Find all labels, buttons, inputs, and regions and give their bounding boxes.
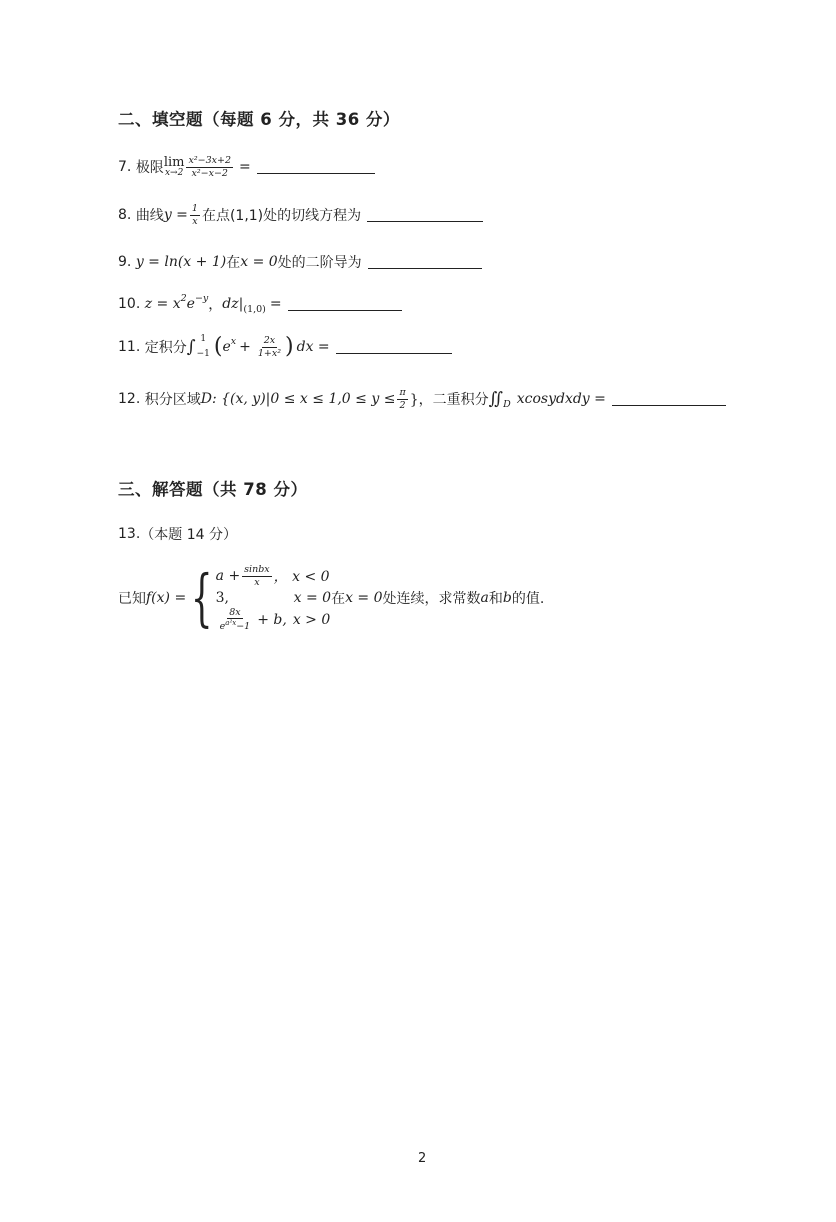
piecewise-rows — [215, 564, 332, 633]
question-number: 7. — [118, 159, 132, 175]
function-expression: z = x — [144, 296, 181, 312]
constant-b: b — [502, 590, 512, 606]
integral-limits — [196, 334, 210, 359]
region-definition: : {(x, y)|0 ≤ x ≤ 1,0 ≤ y ≤ — [211, 391, 396, 407]
integrand: xcosydxdy = — [516, 391, 606, 407]
region-name: D — [200, 391, 212, 407]
question-text: 在 — [226, 255, 241, 271]
evaluation-point: (1,0) — [243, 303, 266, 315]
question-prefix: 极限 — [135, 160, 164, 176]
double-integral-icon: ∬ — [488, 389, 504, 409]
question-number: 10. — [118, 296, 141, 312]
question-text: 在点(1,1)处的切线方程为 — [201, 208, 362, 224]
fraction-numerator: 8x — [229, 606, 241, 618]
fraction-numerator: 2x — [263, 335, 276, 346]
fraction-numerator: 1 — [191, 203, 198, 214]
integral-icon: ∫ — [186, 337, 196, 357]
equation-lhs: y = — [163, 207, 188, 223]
question-text: 二重积分 — [432, 392, 489, 408]
question-9 — [118, 252, 482, 272]
lower-limit: −1 — [196, 349, 210, 359]
exp-base: e — [219, 621, 226, 633]
integral-region: D — [503, 398, 511, 410]
exponent: −y — [194, 292, 209, 304]
exp-base: e — [186, 296, 195, 312]
fraction-denominator — [218, 619, 253, 632]
fraction-numerator: sinbx — [244, 564, 270, 575]
question-prefix: 已知 — [118, 591, 146, 607]
question-number: 8. — [118, 207, 132, 223]
case-3-fraction — [218, 608, 253, 632]
question-prefix: 曲线 — [135, 208, 164, 224]
conjunction: 和 — [488, 591, 503, 607]
case-2 — [216, 588, 331, 608]
case-1-expression: a + — [215, 568, 241, 584]
case-1 — [216, 566, 331, 586]
question-text: 的值. — [511, 591, 545, 607]
question-number: 12. — [118, 391, 141, 407]
point-expression: x = 0 — [345, 590, 383, 606]
piecewise-function — [186, 561, 332, 635]
fraction-numerator: π — [399, 387, 406, 398]
denominator-tail: −1 — [236, 621, 251, 633]
case-1-fraction — [242, 565, 271, 587]
fraction-denominator: x²−x−2 — [191, 167, 228, 179]
point-expression: x = 0 — [240, 254, 278, 270]
limit-fraction — [186, 156, 233, 178]
question-prefix: 定积分 — [144, 340, 187, 356]
question-number: 11. — [118, 339, 141, 355]
question-13-body — [118, 561, 545, 635]
equals-sign: = — [239, 159, 251, 175]
left-brace-icon: { — [191, 561, 213, 635]
question-text: 在 — [331, 591, 346, 607]
question-12 — [118, 388, 726, 410]
region-close: }， — [409, 392, 433, 408]
fraction-denominator: 2 — [399, 399, 406, 411]
answer-blank[interactable] — [612, 405, 726, 406]
equals-sign: = — [269, 296, 282, 312]
fraction-numerator: x²−3x+2 — [188, 155, 232, 166]
upper-limit: 1 — [200, 334, 207, 344]
limit-operator — [164, 156, 185, 178]
question-7 — [118, 156, 375, 178]
case-1-condition: ， x < 0 — [273, 569, 330, 585]
question-score: （本题 14 分） — [140, 527, 237, 543]
differential: dz| — [222, 296, 244, 312]
section-2-title: 二、填空题（每题 6 分，共 36 分） — [118, 110, 400, 129]
exponent: 2 — [180, 292, 187, 304]
question-prefix: 积分区域 — [144, 392, 201, 408]
question-8 — [118, 204, 483, 226]
plus-sign: + — [239, 339, 251, 355]
fraction-denominator: x — [192, 215, 198, 227]
question-number: 9. — [118, 254, 132, 270]
page-number: 2 — [418, 1151, 427, 1166]
question-text: 处连续，求常数 — [382, 591, 481, 607]
answer-blank[interactable] — [257, 173, 375, 174]
question-10 — [118, 294, 402, 314]
case-2-condition: x = 0 — [293, 590, 332, 606]
question-text: 处的二阶导为 — [277, 255, 362, 271]
differential: dx = — [296, 339, 330, 355]
case-3 — [216, 606, 331, 633]
case-2-value: 3, — [215, 590, 229, 606]
separator: ， — [208, 297, 223, 313]
right-paren: ) — [285, 334, 294, 359]
lim-subscript: x→2 — [164, 168, 184, 178]
exp-base: e — [222, 339, 231, 355]
left-paren: ( — [213, 334, 223, 359]
answer-blank[interactable] — [336, 353, 452, 354]
lim-text: lim — [163, 155, 185, 170]
question-number: 13. — [118, 526, 141, 542]
question-13-header — [118, 524, 237, 544]
section-3-title: 三、解答题（共 78 分） — [118, 480, 308, 499]
answer-blank[interactable] — [288, 310, 402, 311]
constant-a: a — [480, 590, 489, 606]
case-3-expression: + b, — [257, 612, 287, 628]
fraction-denominator: x — [254, 576, 260, 588]
question-11 — [118, 336, 452, 358]
curve-fraction — [190, 204, 200, 226]
function-name: f(x) = — [146, 590, 187, 606]
exponent: a²x — [225, 619, 237, 628]
answer-blank[interactable] — [368, 268, 482, 269]
answer-blank[interactable] — [367, 221, 483, 222]
pi-over-two — [397, 388, 407, 410]
case-3-condition: x > 0 — [292, 612, 331, 628]
exponent: x — [230, 335, 237, 347]
function-expression: y = ln(x + 1) — [135, 254, 227, 270]
fraction-denominator: 1+x² — [257, 347, 282, 359]
integrand-fraction — [256, 336, 283, 358]
